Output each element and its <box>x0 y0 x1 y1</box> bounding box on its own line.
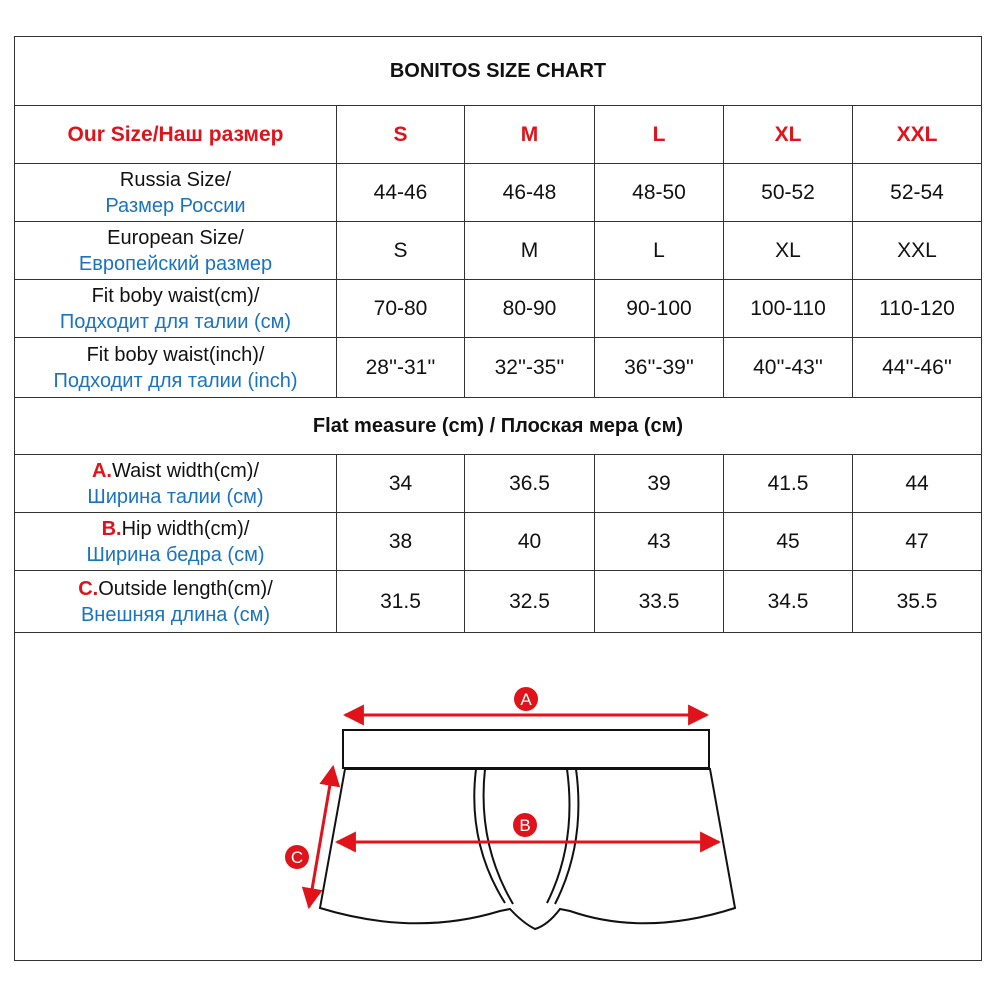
boxer-briefs-diagram <box>15 633 981 961</box>
size-header: L <box>595 106 724 163</box>
header-row <box>15 106 981 164</box>
row-label-ru: Подходит для талии (см) <box>59 310 292 333</box>
table-row-waist-cm <box>15 280 981 338</box>
table-cell: 44 <box>905 471 929 495</box>
table-cell: 43 <box>595 513 724 570</box>
table-row-waist-inch <box>15 338 981 398</box>
row-label <box>15 222 337 279</box>
measure-letter: C. <box>78 577 99 600</box>
table-cell: M <box>465 222 595 279</box>
measure-letter: A. <box>91 459 112 482</box>
table-cell: 32''-35'' <box>465 338 595 397</box>
row-label-en: Russia Size/ <box>119 168 232 191</box>
measurement-diagram <box>15 633 981 961</box>
row-label <box>15 571 337 632</box>
table-cell: 50-52 <box>724 164 853 221</box>
table-cell: 31.5 <box>337 571 465 632</box>
table-cell: L <box>595 222 724 279</box>
table-row-outside-length <box>15 571 981 633</box>
row-label-ru: Ширина бедра (см) <box>86 543 265 566</box>
size-header: S <box>337 106 465 163</box>
table-cell: 70-80 <box>337 280 465 337</box>
row-label-en: Fit boby waist(inch)/ <box>86 343 265 366</box>
table-cell: 100-110 <box>724 280 853 337</box>
table-cell: XL <box>724 222 853 279</box>
marker-c-label: C <box>290 848 304 867</box>
measure-name: Outside length(cm)/ <box>98 577 273 600</box>
row-label-en <box>102 516 250 542</box>
table-cell: 34.5 <box>724 571 853 632</box>
table-cell: 45 <box>724 513 853 570</box>
row-label-ru: Подходит для талии (inch) <box>53 369 298 392</box>
row-label-en <box>78 576 273 602</box>
table-cell: S <box>337 222 465 279</box>
table-row-hip-width <box>15 513 981 571</box>
table-cell: 36.5 <box>465 455 595 512</box>
measure-letter: B. <box>101 517 122 540</box>
table-cell: 44-46 <box>337 164 465 221</box>
table-cell: 46-48 <box>465 164 595 221</box>
row-label-en <box>92 458 259 484</box>
row-label-ru: Размер России <box>105 194 246 217</box>
table-cell: 80-90 <box>465 280 595 337</box>
chart-title-row <box>15 37 981 106</box>
measure-name: Hip width(cm)/ <box>121 517 250 540</box>
table-cell: 90-100 <box>595 280 724 337</box>
row-label <box>15 164 337 221</box>
table-cell: 40 <box>465 513 595 570</box>
table-cell: 48-50 <box>595 164 724 221</box>
table-cell: 41.5 <box>724 455 853 512</box>
size-chart-table <box>14 36 982 961</box>
table-cell: 44''-46'' <box>882 355 952 379</box>
row-label-ru: Ширина талии (см) <box>87 485 264 508</box>
table-cell: 38 <box>337 513 465 570</box>
our-size-label: Our Size/Наш размер <box>15 106 337 163</box>
row-label <box>15 338 337 397</box>
table-cell: 34 <box>337 455 465 512</box>
table-cell: 32.5 <box>465 571 595 632</box>
marker-b-label: B <box>519 816 531 835</box>
table-cell: 40''-43'' <box>724 338 853 397</box>
marker-a-label: A <box>520 690 532 709</box>
table-cell: 52-54 <box>890 180 944 204</box>
row-label-en: Fit boby waist(cm)/ <box>91 284 260 307</box>
table-cell: 35.5 <box>896 589 938 613</box>
table-cell: 110-120 <box>879 296 955 320</box>
row-label-ru: Европейский размер <box>78 252 273 275</box>
table-cell: 28''-31'' <box>337 338 465 397</box>
size-header: XXL <box>896 122 938 146</box>
row-label <box>15 455 337 512</box>
table-cell: 39 <box>595 455 724 512</box>
row-label-en: European Size/ <box>107 226 244 249</box>
flat-measure-title-row <box>15 398 981 455</box>
row-label <box>15 280 337 337</box>
table-cell: 47 <box>905 529 929 553</box>
size-header: M <box>465 106 595 163</box>
table-cell: XXL <box>897 238 937 262</box>
table-cell: 33.5 <box>595 571 724 632</box>
size-header: XL <box>724 106 853 163</box>
row-label <box>15 513 337 570</box>
row-label-ru: Внешняя длина (см) <box>80 603 271 626</box>
flat-measure-title: Flat measure (cm) / Плоская мера (см) <box>312 414 684 437</box>
table-row-european-size <box>15 222 981 280</box>
chart-title: BONITOS SIZE CHART <box>389 59 607 82</box>
table-row-waist-width <box>15 455 981 513</box>
table-cell: 36''-39'' <box>595 338 724 397</box>
measure-name: Waist width(cm)/ <box>111 459 260 482</box>
table-row-russia-size <box>15 164 981 222</box>
